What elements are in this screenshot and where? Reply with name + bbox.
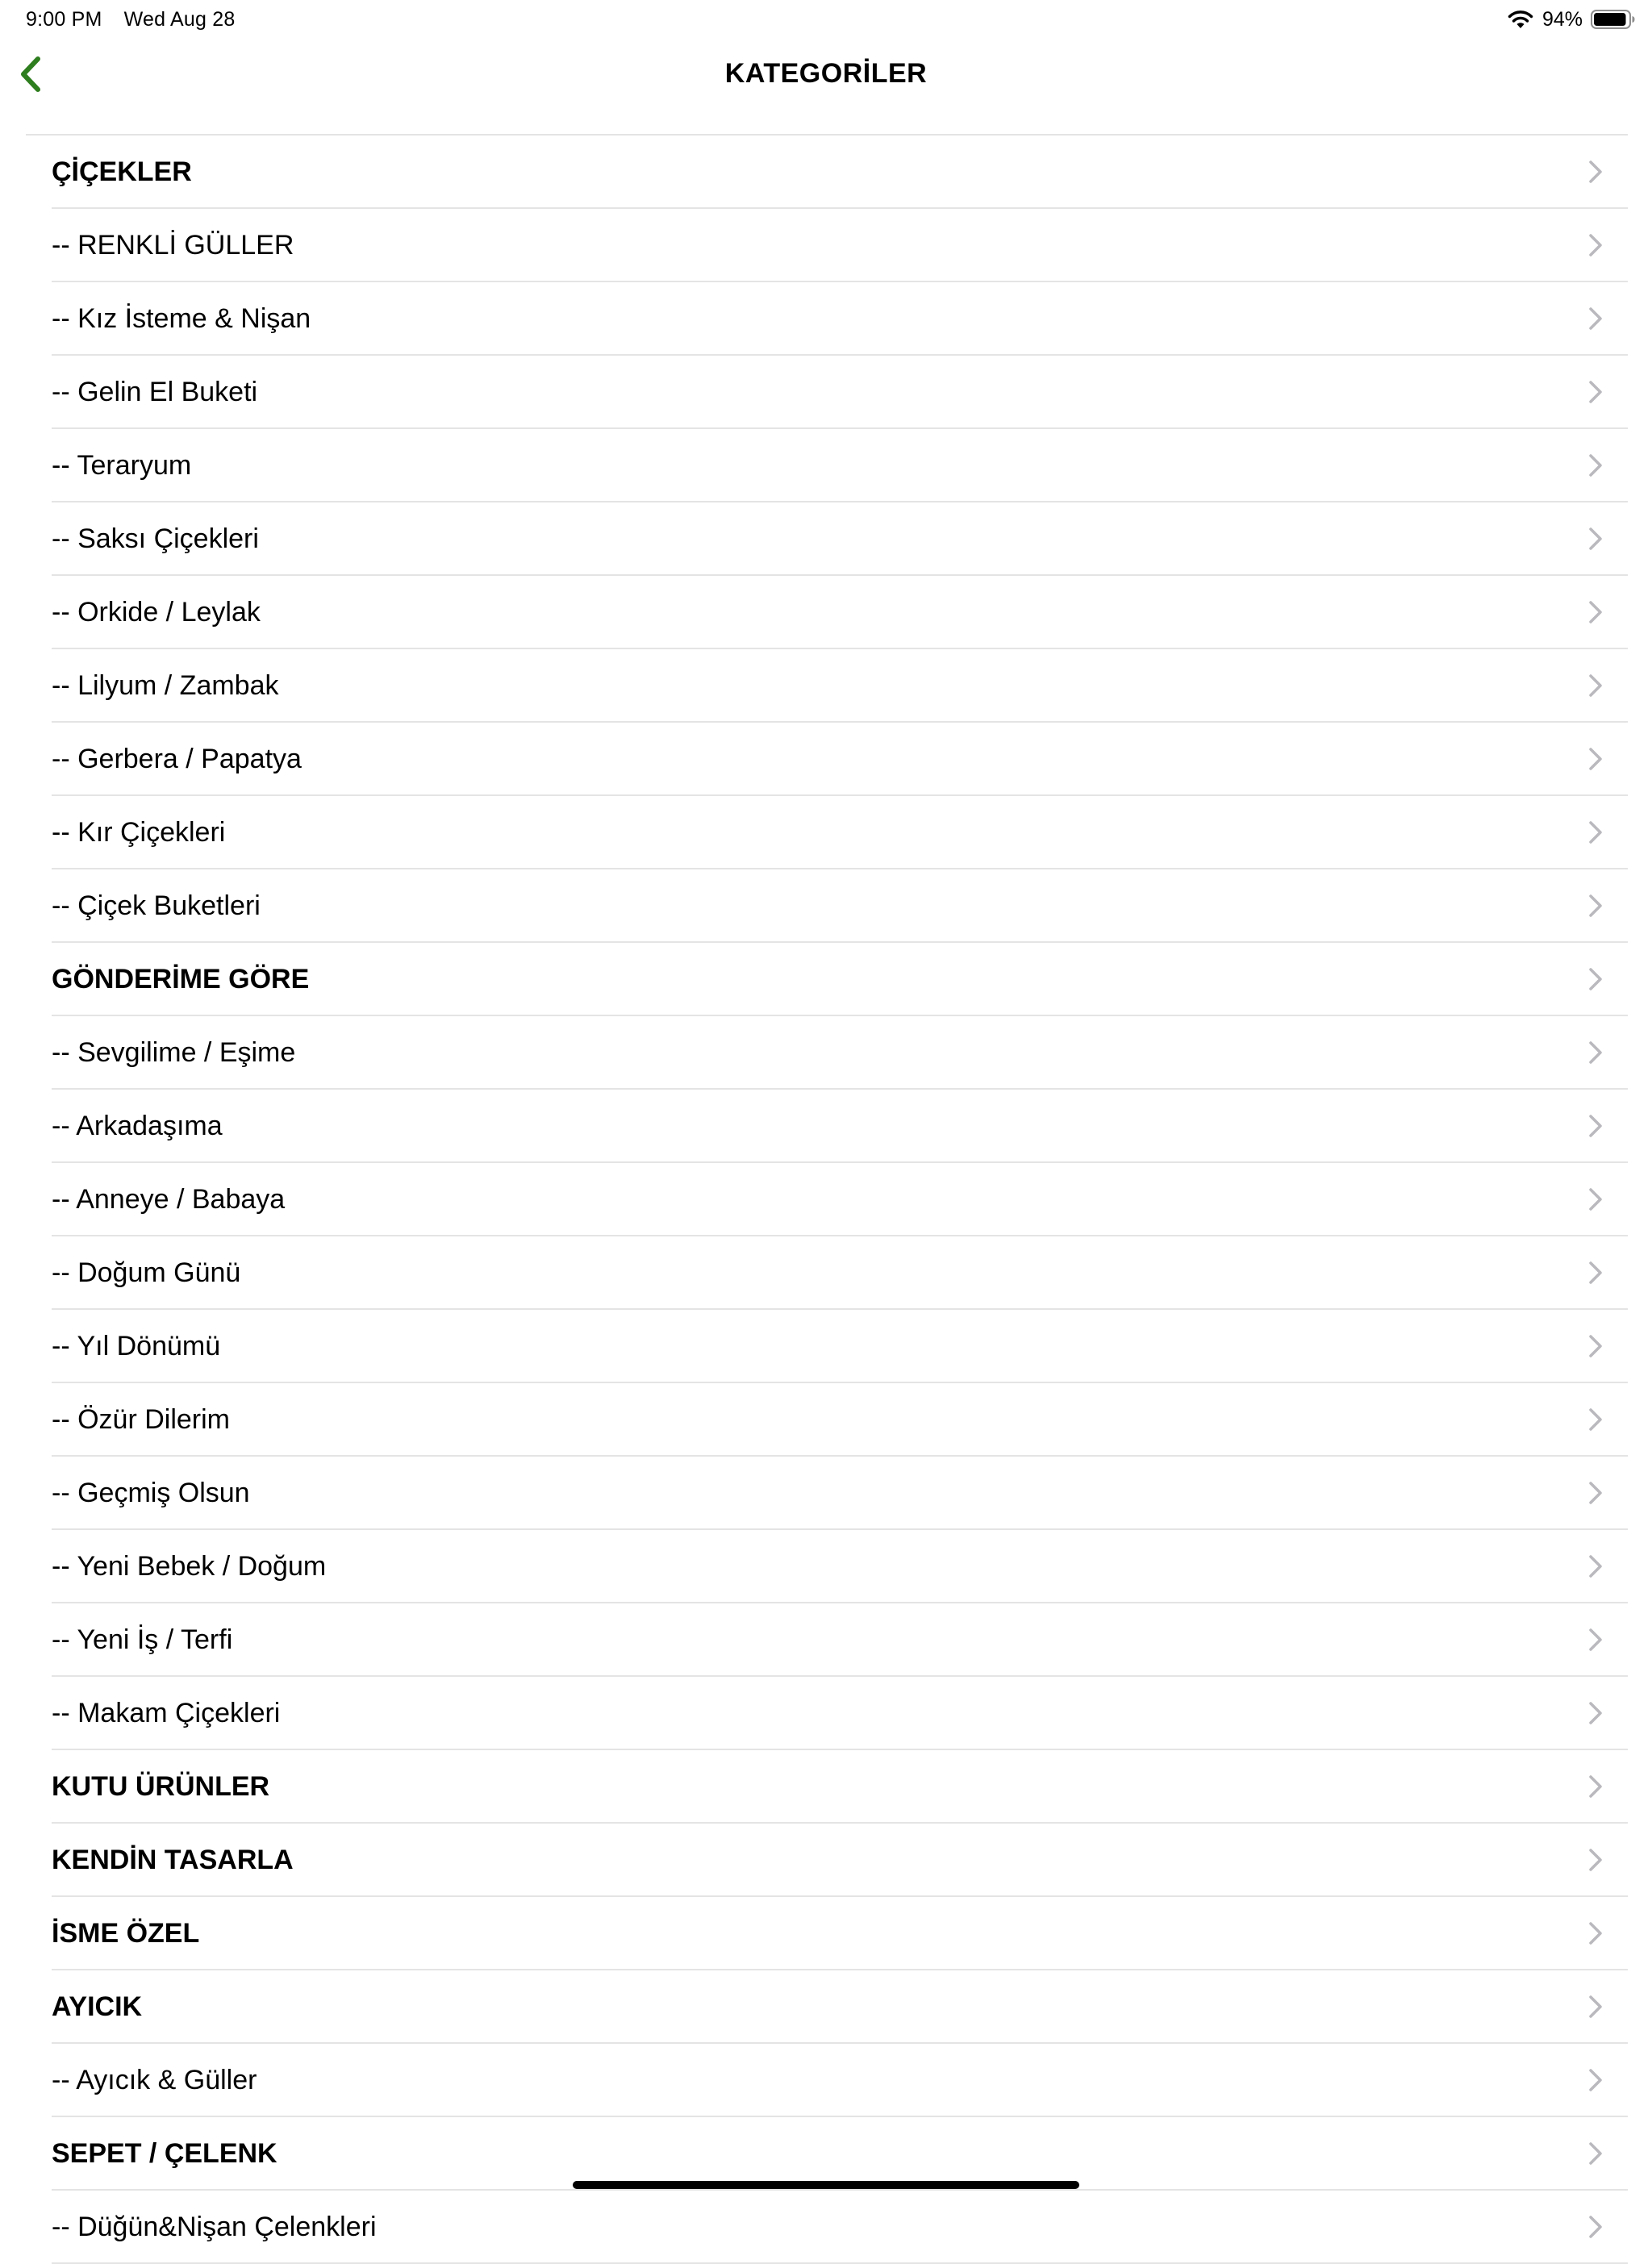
chevron-right-icon <box>1587 819 1604 845</box>
category-heading-row[interactable] <box>52 1897 1628 1970</box>
category-label: -- Ayıcık & Güller <box>52 2064 257 2095</box>
category-row[interactable] <box>52 1603 1628 1677</box>
chevron-right-icon <box>1587 1040 1604 1065</box>
category-label: -- Çiçek Buketleri <box>52 890 261 921</box>
category-label: -- Saksı Çiçekleri <box>52 523 259 554</box>
chevron-right-icon <box>1587 1627 1604 1653</box>
page-title: KATEGORİLER <box>724 58 928 89</box>
category-row[interactable] <box>52 723 1628 796</box>
category-label: İSME ÖZEL <box>52 1917 200 1949</box>
category-label: -- Geçmiş Olsun <box>52 1477 250 1508</box>
chevron-right-icon <box>1587 1260 1604 1286</box>
category-label: AYICIK <box>52 1991 143 2022</box>
category-label: -- Kız İsteme & Nişan <box>52 302 311 334</box>
category-heading-row[interactable] <box>52 1970 1628 2044</box>
home-indicator[interactable] <box>573 2181 1079 2189</box>
category-row[interactable] <box>52 429 1628 502</box>
battery-percent: 94% <box>1541 7 1583 31</box>
battery-level-fill <box>1594 13 1626 26</box>
category-label: -- Anneye / Babaya <box>52 1183 286 1215</box>
category-label: KENDİN TASARLA <box>52 1844 294 1875</box>
category-row[interactable] <box>52 1236 1628 1310</box>
category-heading-row[interactable] <box>52 2117 1628 2191</box>
chevron-right-icon <box>1587 893 1604 919</box>
chevron-right-icon <box>1587 1407 1604 1432</box>
chevron-right-icon <box>1587 966 1604 992</box>
chevron-right-icon <box>1587 673 1604 698</box>
category-row[interactable] <box>52 1016 1628 1090</box>
category-list <box>52 136 1628 2264</box>
category-label: -- Kır Çiçekleri <box>52 816 226 848</box>
status-bar <box>0 0 1652 39</box>
category-row[interactable] <box>52 1090 1628 1163</box>
category-row[interactable] <box>52 209 1628 282</box>
category-label: ÇİÇEKLER <box>52 156 192 187</box>
category-heading-row[interactable] <box>52 1750 1628 1824</box>
chevron-right-icon <box>1587 1847 1604 1873</box>
chevron-right-icon <box>1587 232 1604 258</box>
category-label: -- Arkadaşıma <box>52 1110 223 1141</box>
category-row[interactable] <box>52 869 1628 943</box>
category-row[interactable] <box>52 649 1628 723</box>
category-label: -- Yeni Bebek / Doğum <box>52 1550 327 1582</box>
category-label: -- Teraryum <box>52 449 192 481</box>
category-heading-row[interactable] <box>52 943 1628 1016</box>
chevron-right-icon <box>1587 2141 1604 2166</box>
category-label: -- Doğum Günü <box>52 1257 241 1288</box>
status-time-date <box>26 6 235 32</box>
status-date: Wed Aug 28 <box>123 8 236 31</box>
category-label: -- Yıl Dönümü <box>52 1330 221 1361</box>
chevron-right-icon <box>1587 2067 1604 2093</box>
category-label: -- Lilyum / Zambak <box>52 669 279 701</box>
chevron-right-icon <box>1587 306 1604 331</box>
category-row[interactable] <box>52 502 1628 576</box>
chevron-right-icon <box>1587 1113 1604 1139</box>
category-label: -- Yeni İş / Terfi <box>52 1624 233 1655</box>
category-row[interactable] <box>52 1530 1628 1603</box>
chevron-right-icon <box>1587 452 1604 478</box>
category-row[interactable] <box>52 576 1628 649</box>
chevron-right-icon <box>1587 1333 1604 1359</box>
chevron-right-icon <box>1587 1920 1604 1946</box>
chevron-right-icon <box>1587 1480 1604 1506</box>
chevron-right-icon <box>1587 746 1604 772</box>
category-label: -- Özür Dilerim <box>52 1403 230 1435</box>
category-label: -- Sevgilime / Eşime <box>52 1036 296 1068</box>
category-heading-row[interactable] <box>52 1824 1628 1897</box>
category-row[interactable] <box>52 1163 1628 1236</box>
battery-icon <box>1591 9 1636 30</box>
category-row[interactable] <box>52 282 1628 356</box>
chevron-right-icon <box>1587 1994 1604 2020</box>
category-label: -- RENKLİ GÜLLER <box>52 229 294 261</box>
category-label: SEPET / ÇELENK <box>52 2137 277 2169</box>
category-label: -- Gerbera / Papatya <box>52 743 302 774</box>
status-time: 9:00 PM <box>26 8 102 31</box>
category-row[interactable] <box>52 2191 1628 2264</box>
wifi-icon <box>1507 9 1534 30</box>
category-row[interactable] <box>52 2044 1628 2117</box>
category-row[interactable] <box>52 796 1628 869</box>
chevron-right-icon <box>1587 1700 1604 1726</box>
navigation-bar <box>0 39 1652 134</box>
chevron-right-icon <box>1587 2214 1604 2240</box>
category-row[interactable] <box>52 1383 1628 1457</box>
chevron-right-icon <box>1587 1553 1604 1579</box>
category-row[interactable] <box>52 1457 1628 1530</box>
category-row[interactable] <box>52 1310 1628 1383</box>
category-heading-row[interactable] <box>52 136 1628 209</box>
category-label: -- Makam Çiçekleri <box>52 1697 281 1728</box>
category-label: -- Gelin El Buketi <box>52 376 258 407</box>
category-row[interactable] <box>52 356 1628 429</box>
chevron-right-icon <box>1587 1774 1604 1799</box>
category-label: -- Düğün&Nişan Çelenkleri <box>52 2211 377 2242</box>
chevron-right-icon <box>1587 1186 1604 1212</box>
category-label: -- Orkide / Leylak <box>52 596 261 627</box>
category-label: KUTU ÜRÜNLER <box>52 1770 270 1802</box>
chevron-right-icon <box>1587 526 1604 552</box>
chevron-right-icon <box>1587 379 1604 405</box>
chevron-right-icon <box>1587 159 1604 185</box>
status-indicators <box>1507 5 1636 34</box>
chevron-right-icon <box>1587 599 1604 625</box>
category-label: GÖNDERİME GÖRE <box>52 963 310 994</box>
category-row[interactable] <box>52 1677 1628 1750</box>
